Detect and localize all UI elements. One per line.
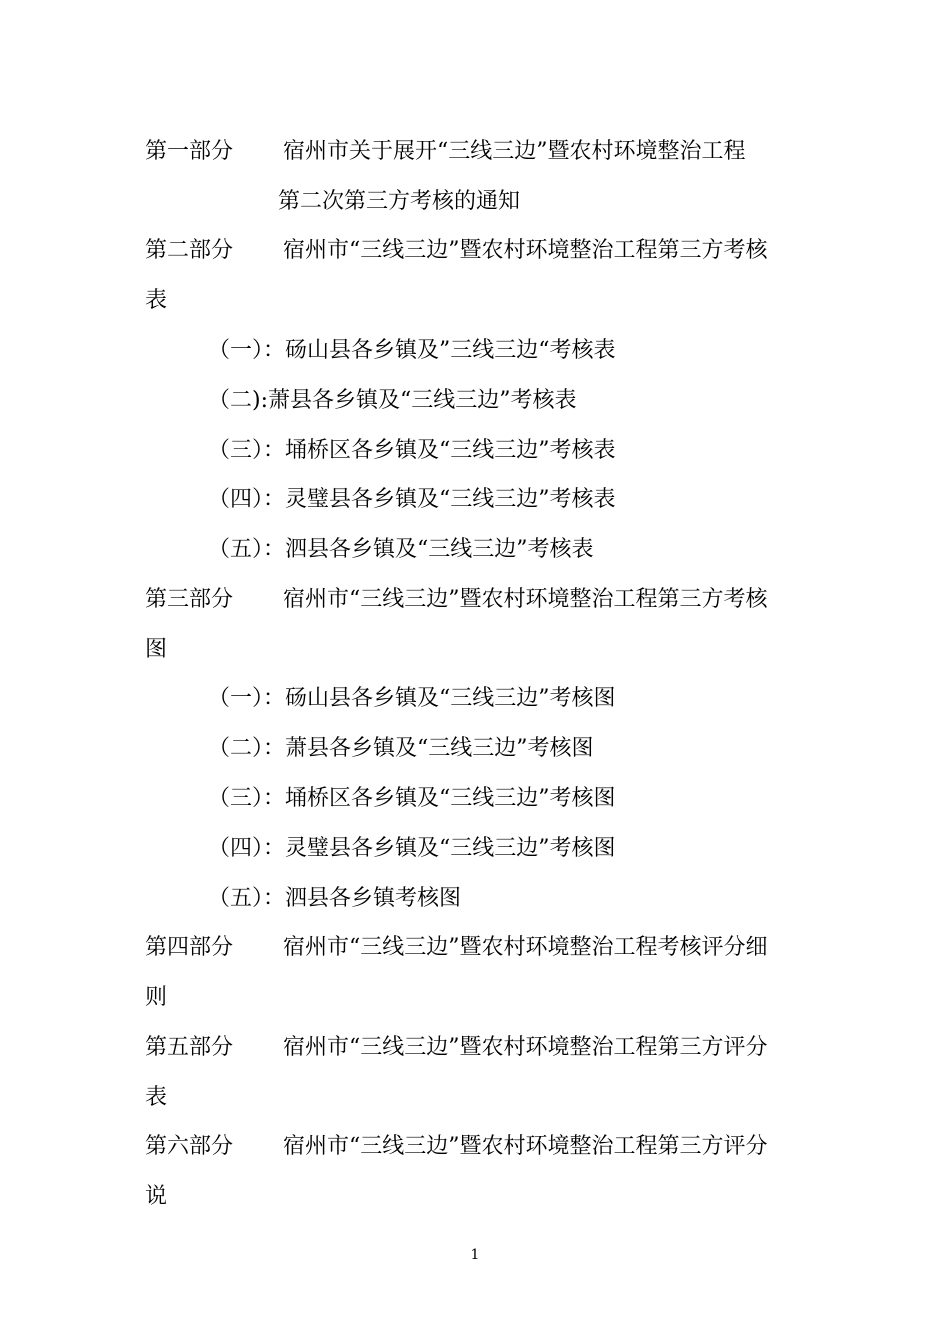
toc-part2-item-1: （一）：砀山县各乡镇及”三线三边“考核表 <box>208 338 616 363</box>
toc-part1-label: 第一部分 <box>145 139 234 164</box>
toc-part5-label: 第五部分 <box>145 1035 234 1060</box>
toc-part2-item-4: （四）：灵璧县各乡镇及“三线三边”考核表 <box>208 487 616 512</box>
toc-part5-title-cont: 表 <box>145 1085 168 1110</box>
toc-part3-item-5: （五）：泗县各乡镇考核图 <box>208 886 462 911</box>
toc-part1-title: 宿州市关于展开“三线三边”暨农村环境整治工程 <box>283 139 746 164</box>
toc-part4-title-cont: 则 <box>145 985 168 1010</box>
toc-part2-item-2: （二):萧县各乡镇及“三线三边”考核表 <box>208 388 577 413</box>
toc-part3-line <box>145 585 768 615</box>
toc-part2-label: 第二部分 <box>145 238 234 263</box>
toc-part5-title: 宿州市“三线三边”暨农村环境整治工程第三方评分 <box>283 1035 768 1060</box>
toc-part4-title: 宿州市“三线三边”暨农村环境整治工程考核评分细 <box>283 935 768 960</box>
toc-part2-item-3: （三）：埇桥区各乡镇及“三线三边”考核表 <box>208 438 616 463</box>
toc-part6-title-cont: 说 <box>145 1184 168 1209</box>
toc-part3-title-cont: 图 <box>145 637 168 662</box>
toc-part2-item-5: （五）：泗县各乡镇及“三线三边”考核表 <box>208 537 594 562</box>
toc-part6-line <box>145 1132 768 1162</box>
page-number: 1 <box>470 1247 480 1263</box>
toc-part3-item-4: （四）：灵璧县各乡镇及“三线三边”考核图 <box>208 836 616 861</box>
toc-part3-title: 宿州市“三线三边”暨农村环境整治工程第三方考核 <box>283 587 768 612</box>
toc-part5-line <box>145 1033 768 1063</box>
toc-part3-label: 第三部分 <box>145 587 234 612</box>
toc-part6-label: 第六部分 <box>145 1134 234 1159</box>
toc-part2-title: 宿州市“三线三边”暨农村环境整治工程第三方考核 <box>283 238 768 263</box>
toc-part3-item-2: （二）：萧县各乡镇及“三线三边”考核图 <box>208 736 594 761</box>
toc-part2-line <box>145 236 768 266</box>
toc-part1-title-cont: 第二次第三方考核的通知 <box>278 189 521 214</box>
toc-part3-item-3: （三）：埇桥区各乡镇及“三线三边”考核图 <box>208 786 616 811</box>
toc-part4-line <box>145 933 768 963</box>
toc-part2-title-cont: 表 <box>145 288 168 313</box>
toc-part3-item-1: （一）：砀山县各乡镇及“三线三边”考核图 <box>208 686 616 711</box>
toc-part6-title: 宿州市“三线三边”暨农村环境整治工程第三方评分 <box>283 1134 768 1159</box>
toc-part1-line <box>145 137 746 167</box>
toc-part4-label: 第四部分 <box>145 935 234 960</box>
